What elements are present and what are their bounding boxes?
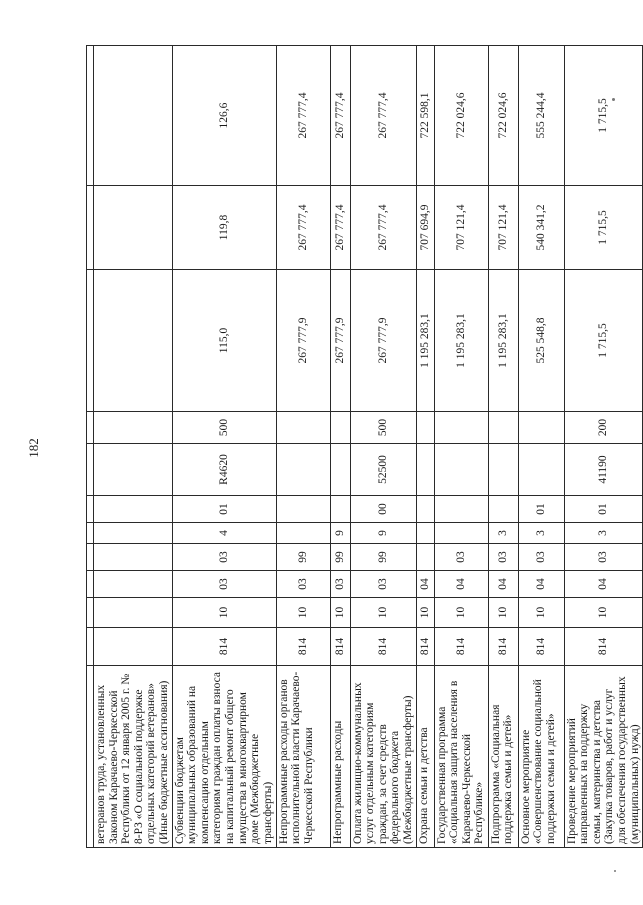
cell-program: 99 <box>276 544 330 571</box>
cell-year3: 722 598,1 <box>416 46 434 186</box>
cell-name: Государственная программа «Социальная защита населения в Карачаево-Черкесской Республике» <box>434 666 488 848</box>
table-row <box>488 46 518 848</box>
cell-subsection: 04 <box>434 571 488 598</box>
cell-year1: 525 548,8 <box>518 270 564 412</box>
cell-direction <box>276 444 330 496</box>
edge-cell <box>87 628 94 666</box>
cell-expense-type <box>518 412 564 444</box>
cell-admin <box>94 628 173 666</box>
cell-year2: 707 694,9 <box>416 186 434 270</box>
cell-year1: 1 715,5 <box>564 270 643 412</box>
cell-program: 03 <box>518 544 564 571</box>
cell-admin: 814 <box>350 628 416 666</box>
table-row <box>172 46 276 848</box>
cell-direction <box>488 444 518 496</box>
cell-subsection: 03 <box>172 571 276 598</box>
edge-cell <box>87 598 94 628</box>
cell-year1: 267 777,9 <box>350 270 416 412</box>
cell-name: Субвенции бюджетам муниципальных образований на компенсацию отдельным категориям граждан оплаты взноса на капитальный ремонт общего имущества в многоквартирном доме (Межбюджетные трансферты) <box>172 666 276 848</box>
cell-name: Охрана семьи и детства <box>416 666 434 848</box>
cell-expense-type <box>276 412 330 444</box>
cell-year3: 267 777,4 <box>350 46 416 186</box>
cell-year2 <box>94 186 173 270</box>
cell-subprogram <box>94 523 173 544</box>
table-row <box>330 46 350 848</box>
cell-subprogram <box>434 523 488 544</box>
cell-admin: 814 <box>488 628 518 666</box>
cell-year2: 540 341,2 <box>518 186 564 270</box>
cell-subsection <box>94 571 173 598</box>
table-row <box>94 46 173 848</box>
cell-section: 10 <box>276 598 330 628</box>
cell-expense-type <box>434 412 488 444</box>
cell-year2: 119,8 <box>172 186 276 270</box>
table-row <box>350 46 416 848</box>
cell-main-event: 01 <box>172 496 276 523</box>
cell-year1: 1 195 283,1 <box>416 270 434 412</box>
cell-year2: 267 777,4 <box>276 186 330 270</box>
cell-year1: 267 777,9 <box>276 270 330 412</box>
cell-admin: 814 <box>172 628 276 666</box>
cell-direction <box>518 444 564 496</box>
cell-subsection: 04 <box>416 571 434 598</box>
cell-subsection: 04 <box>564 571 643 598</box>
edge-cell <box>87 544 94 571</box>
cell-admin: 814 <box>416 628 434 666</box>
cell-year2: 267 777,4 <box>330 186 350 270</box>
cell-main-event: 01 <box>518 496 564 523</box>
table-row <box>434 46 488 848</box>
cell-expense-type <box>94 412 173 444</box>
cell-year3 <box>94 46 173 186</box>
edge-cell <box>87 270 94 412</box>
cell-section: 10 <box>172 598 276 628</box>
cell-year1: 1 195 283,1 <box>434 270 488 412</box>
cell-direction: R4620 <box>172 444 276 496</box>
edge-cell <box>87 571 94 598</box>
cell-program: 03 <box>488 544 518 571</box>
cell-direction <box>434 444 488 496</box>
cell-year2: 707 121,4 <box>488 186 518 270</box>
edge-cell <box>87 496 94 523</box>
edge-cell <box>87 444 94 496</box>
scan-speck <box>614 870 616 872</box>
cell-direction <box>330 444 350 496</box>
cell-year3: 722 024,6 <box>488 46 518 186</box>
rotated-page-area <box>86 46 641 848</box>
edge-cell <box>87 412 94 444</box>
cell-name: Подпрограмма «Социальная поддержка семьи и детей» <box>488 666 518 848</box>
budget-table <box>86 45 643 848</box>
cell-admin: 814 <box>518 628 564 666</box>
cell-subprogram: 3 <box>518 523 564 544</box>
cell-subprogram: 4 <box>172 523 276 544</box>
cell-expense-type <box>416 412 434 444</box>
cell-year3: 267 777,4 <box>276 46 330 186</box>
cell-year3: 555 244,4 <box>518 46 564 186</box>
cell-direction: 52500 <box>350 444 416 496</box>
cell-name: Проведение мероприятий направленных на поддержку семьи, материнства и детства (Закупка товаров, работ и услуг для обеспечения государственных (муниципальных) нужд) <box>564 666 643 848</box>
cell-year2: 707 121,4 <box>434 186 488 270</box>
cell-subsection: 03 <box>350 571 416 598</box>
cell-subsection: 04 <box>518 571 564 598</box>
cell-subprogram: 3 <box>488 523 518 544</box>
table-row <box>416 46 434 848</box>
edge-cell <box>87 46 94 186</box>
cell-program <box>416 544 434 571</box>
cell-section <box>94 598 173 628</box>
cell-expense-type: 500 <box>350 412 416 444</box>
cell-year2: 1 715,5 <box>564 186 643 270</box>
cell-main-event <box>330 496 350 523</box>
cell-subsection: 03 <box>276 571 330 598</box>
cell-name: Основное мероприятие «Совершенствование социальной поддержки семьи и детей» <box>518 666 564 848</box>
cell-name: Оплата жилищно-коммунальных услуг отдельным категориям граждан, за счет средств федерального бюджета (Межбюджетные трансферты) <box>350 666 416 848</box>
cell-subprogram <box>276 523 330 544</box>
budget-table-container <box>86 46 641 848</box>
table-row <box>518 46 564 848</box>
cell-section: 10 <box>488 598 518 628</box>
cell-main-event: 00 <box>350 496 416 523</box>
cell-section: 10 <box>518 598 564 628</box>
cell-year3: 722 024,6 <box>434 46 488 186</box>
cell-main-event <box>276 496 330 523</box>
cell-year1: 115,0 <box>172 270 276 412</box>
cell-section: 10 <box>330 598 350 628</box>
page-number: 182 <box>26 438 41 458</box>
cell-year1 <box>94 270 173 412</box>
cell-section: 10 <box>350 598 416 628</box>
cell-main-event <box>488 496 518 523</box>
cell-subprogram: 9 <box>330 523 350 544</box>
cell-expense-type <box>330 412 350 444</box>
cell-year1: 1 195 283,1 <box>488 270 518 412</box>
cell-year3: 267 777,4 <box>330 46 350 186</box>
cell-program <box>94 544 173 571</box>
cell-admin: 814 <box>564 628 643 666</box>
cell-admin: 814 <box>276 628 330 666</box>
cell-subsection: 03 <box>330 571 350 598</box>
cell-subprogram: 9 <box>350 523 416 544</box>
cell-section: 10 <box>434 598 488 628</box>
cell-admin: 814 <box>434 628 488 666</box>
cell-direction <box>416 444 434 496</box>
cell-direction: 41190 <box>564 444 643 496</box>
cell-subprogram <box>416 523 434 544</box>
cell-expense-type <box>488 412 518 444</box>
cell-expense-type: 500 <box>172 412 276 444</box>
cell-year3: 126,6 <box>172 46 276 186</box>
scan-speck <box>612 98 615 101</box>
table-body <box>87 46 643 848</box>
cell-main-event: 01 <box>564 496 643 523</box>
cell-year1: 267 777,9 <box>330 270 350 412</box>
cell-main-event <box>416 496 434 523</box>
cell-name: Непрограммные расходы органов исполнительной власти Карачаево-Черкесской Республики <box>276 666 330 848</box>
cell-subsection: 04 <box>488 571 518 598</box>
cell-subprogram: 3 <box>564 523 643 544</box>
cell-program: 99 <box>350 544 416 571</box>
cell-section: 10 <box>416 598 434 628</box>
cell-admin: 814 <box>330 628 350 666</box>
edge-cell <box>87 666 94 848</box>
cell-section: 10 <box>564 598 643 628</box>
cell-year3: 1 715,5 <box>564 46 643 186</box>
edge-cell <box>87 186 94 270</box>
edge-cell <box>87 523 94 544</box>
table-row <box>276 46 330 848</box>
cell-program: 99 <box>330 544 350 571</box>
cell-name: Непрограммные расходы <box>330 666 350 848</box>
cell-program: 03 <box>172 544 276 571</box>
cell-main-event <box>94 496 173 523</box>
cell-expense-type: 200 <box>564 412 643 444</box>
cell-name: ветеранов труда, установленных Законом Карачаево-Черкесской Республики от 12 января 2005 г. № 8-РЗ «О социальной поддержке отдельных категорий ветеранов» (Иные бюджетные ассигнования) <box>94 666 173 848</box>
cell-year2: 267 777,4 <box>350 186 416 270</box>
cell-program: 03 <box>564 544 643 571</box>
table-row <box>564 46 643 848</box>
header-edge-row <box>87 46 94 848</box>
cell-program: 03 <box>434 544 488 571</box>
cell-direction <box>94 444 173 496</box>
cell-main-event <box>434 496 488 523</box>
